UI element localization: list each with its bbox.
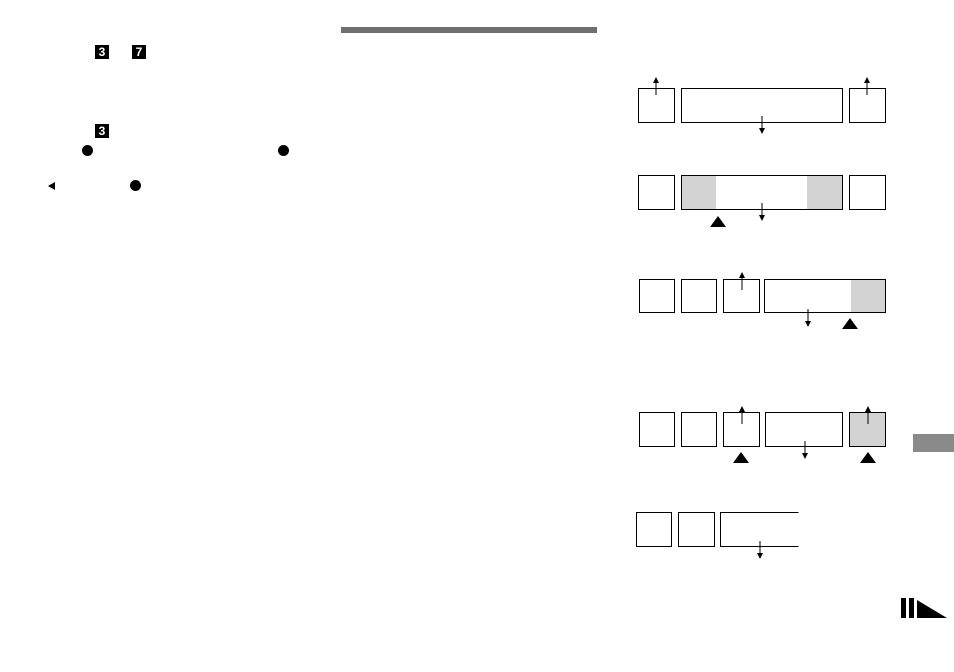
highlight-segment — [682, 176, 716, 209]
track-box — [637, 513, 672, 547]
step-marker-3: 3 — [95, 45, 109, 59]
highlight-segment — [807, 176, 842, 209]
diagram-row-2 — [639, 176, 886, 228]
track-box — [682, 280, 717, 313]
position-marker-icon — [733, 452, 749, 463]
highlight-segment — [851, 280, 885, 312]
diagram-row-5 — [637, 513, 799, 557]
track-box — [679, 513, 715, 547]
track-box — [850, 176, 886, 210]
position-marker-icon — [842, 318, 858, 329]
track-box — [640, 413, 675, 447]
step-marker-3-second: 3 — [95, 124, 109, 138]
track-box — [682, 413, 717, 447]
diagram-row-3 — [640, 275, 886, 329]
track-box — [640, 280, 675, 313]
continue-mark-icon — [901, 598, 947, 618]
position-marker-icon — [710, 216, 726, 227]
diagram-row-4 — [640, 409, 886, 463]
diagram-row-1 — [639, 80, 886, 131]
step-marker-7: 7 — [132, 45, 146, 59]
track-box — [766, 413, 843, 447]
track-box — [639, 176, 675, 210]
position-marker-icon — [860, 452, 876, 463]
